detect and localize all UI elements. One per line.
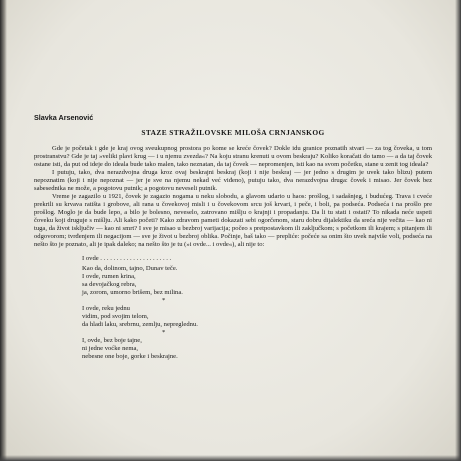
poem-line: da hladi laku, srebrnu, zemlju, nepreglednu. <box>82 321 198 328</box>
paragraph-1: Gde je početak i gde je kraj ovog sveukupnog prostora po kome se kreće čovek? Dokle idu granice poznatih stvari — za tog čoveka, u tom prostranstvu? Gde je taj »veliki plavi krug — i u njemu zvezda«? Na koju stranu krenuti u ovom beskraju? Koliko koračati do tamo — a da taj čovek ostane isti, da put od ideje do ideala bude tako malen, tako neznatan, da taj čovek — nepromenjen, isti kao na svom početku, stane u zenit tog ideala? <box>34 145 432 168</box>
paragraph-3: Vreme je zagazilo u 1921, čovek je zagazio nogama u neku slobodu, a glavom udario u haos: prošlog, i sadašnjeg, i budućeg. Trava i cveće prekrili su krvava ratišta i grobove, ali rana u čovekovoj misli i u čovekovom srcu još krvari, i peče, i boli, pa podseća. Podseća i na prošlo pre prošlog. Moglo je da bude lepo, a bilo je bolesno, neveselo, zatrovano mišlju o krajnji i propadanju. Da li tu stati i ostati? To nikada neće uspeti čoveku koji drugujе s mišlju. Ali kako početi? Kako zdravom pameti dokazati sebi ogorčenom, staru dobru dijalektiku da sreća nije večita — kao ni tuga, da život isključiv — kao ni smrt? I sve je misao u bezbroj varijacija; počeo s pretpostavkom ili zaključkom; s početkom ili krajem; s pitanjem ili odgovorom; tvrđenjem ili negacijom — sve je život u bezbroj oblika. Počinje, baš tako — prepliće: počeće sa onim što uvek najviše voli, podseća na nešto što je poznato, ali je ipak daleko; na nešto što je tu (»i ovde... i ovde«), ali nije to: <box>34 193 432 248</box>
article-title: STAZE STRAŽILOVSKE MILOŠA CRNJANSKOG <box>141 128 325 137</box>
poem-line: I ovde . . . . . . . . . . . . . . . . . . . . . . <box>82 255 172 262</box>
stanza-separator: * <box>162 297 166 304</box>
page-body <box>34 113 432 361</box>
stanza-separator: * <box>162 329 166 336</box>
page-edge-right <box>455 0 461 461</box>
poem-line: Kao da, dolinom, tajno, Dunav teče. <box>82 265 178 272</box>
poem-line: nebesne one boje, gorke i beskrajne. <box>82 353 178 360</box>
poem-line: vidim, pod svojim telom, <box>82 313 149 320</box>
paragraph-2: I putuju, tako, dva nerazdvojna druga kroz ovaj beskrajni beskraj (koji i nije beskraj — jer jedno s drugim je uvek tako blizu) putem nepoznatim (koji i nije nepoznat — jer je sve na njemu nekad već viđeno), putuju tako, dva nerazdvojna druga: čovek i misao. Jer čovek bez sabesednika ne može, a pogotovu putnik; a pogotovu neveseli putnik. <box>34 169 432 192</box>
page-edge-bottom <box>0 455 461 461</box>
poem-line: I, ovde, bez boje tajne, <box>82 337 142 344</box>
page-edge-left <box>0 0 7 461</box>
poem-line: ja, zorom, umorno brišem, bez milina. <box>82 289 183 296</box>
poem-line: sa devojačkog rebra, <box>82 281 137 288</box>
poem-excerpt <box>82 255 432 361</box>
poem-line: I ovde, rumen krina, <box>82 273 136 280</box>
author-name: Slavka Arsenović <box>34 113 94 122</box>
poem-line: I ovde, reku jednu <box>82 305 130 312</box>
poem-line: ni jedne voćke nema, <box>82 345 139 352</box>
